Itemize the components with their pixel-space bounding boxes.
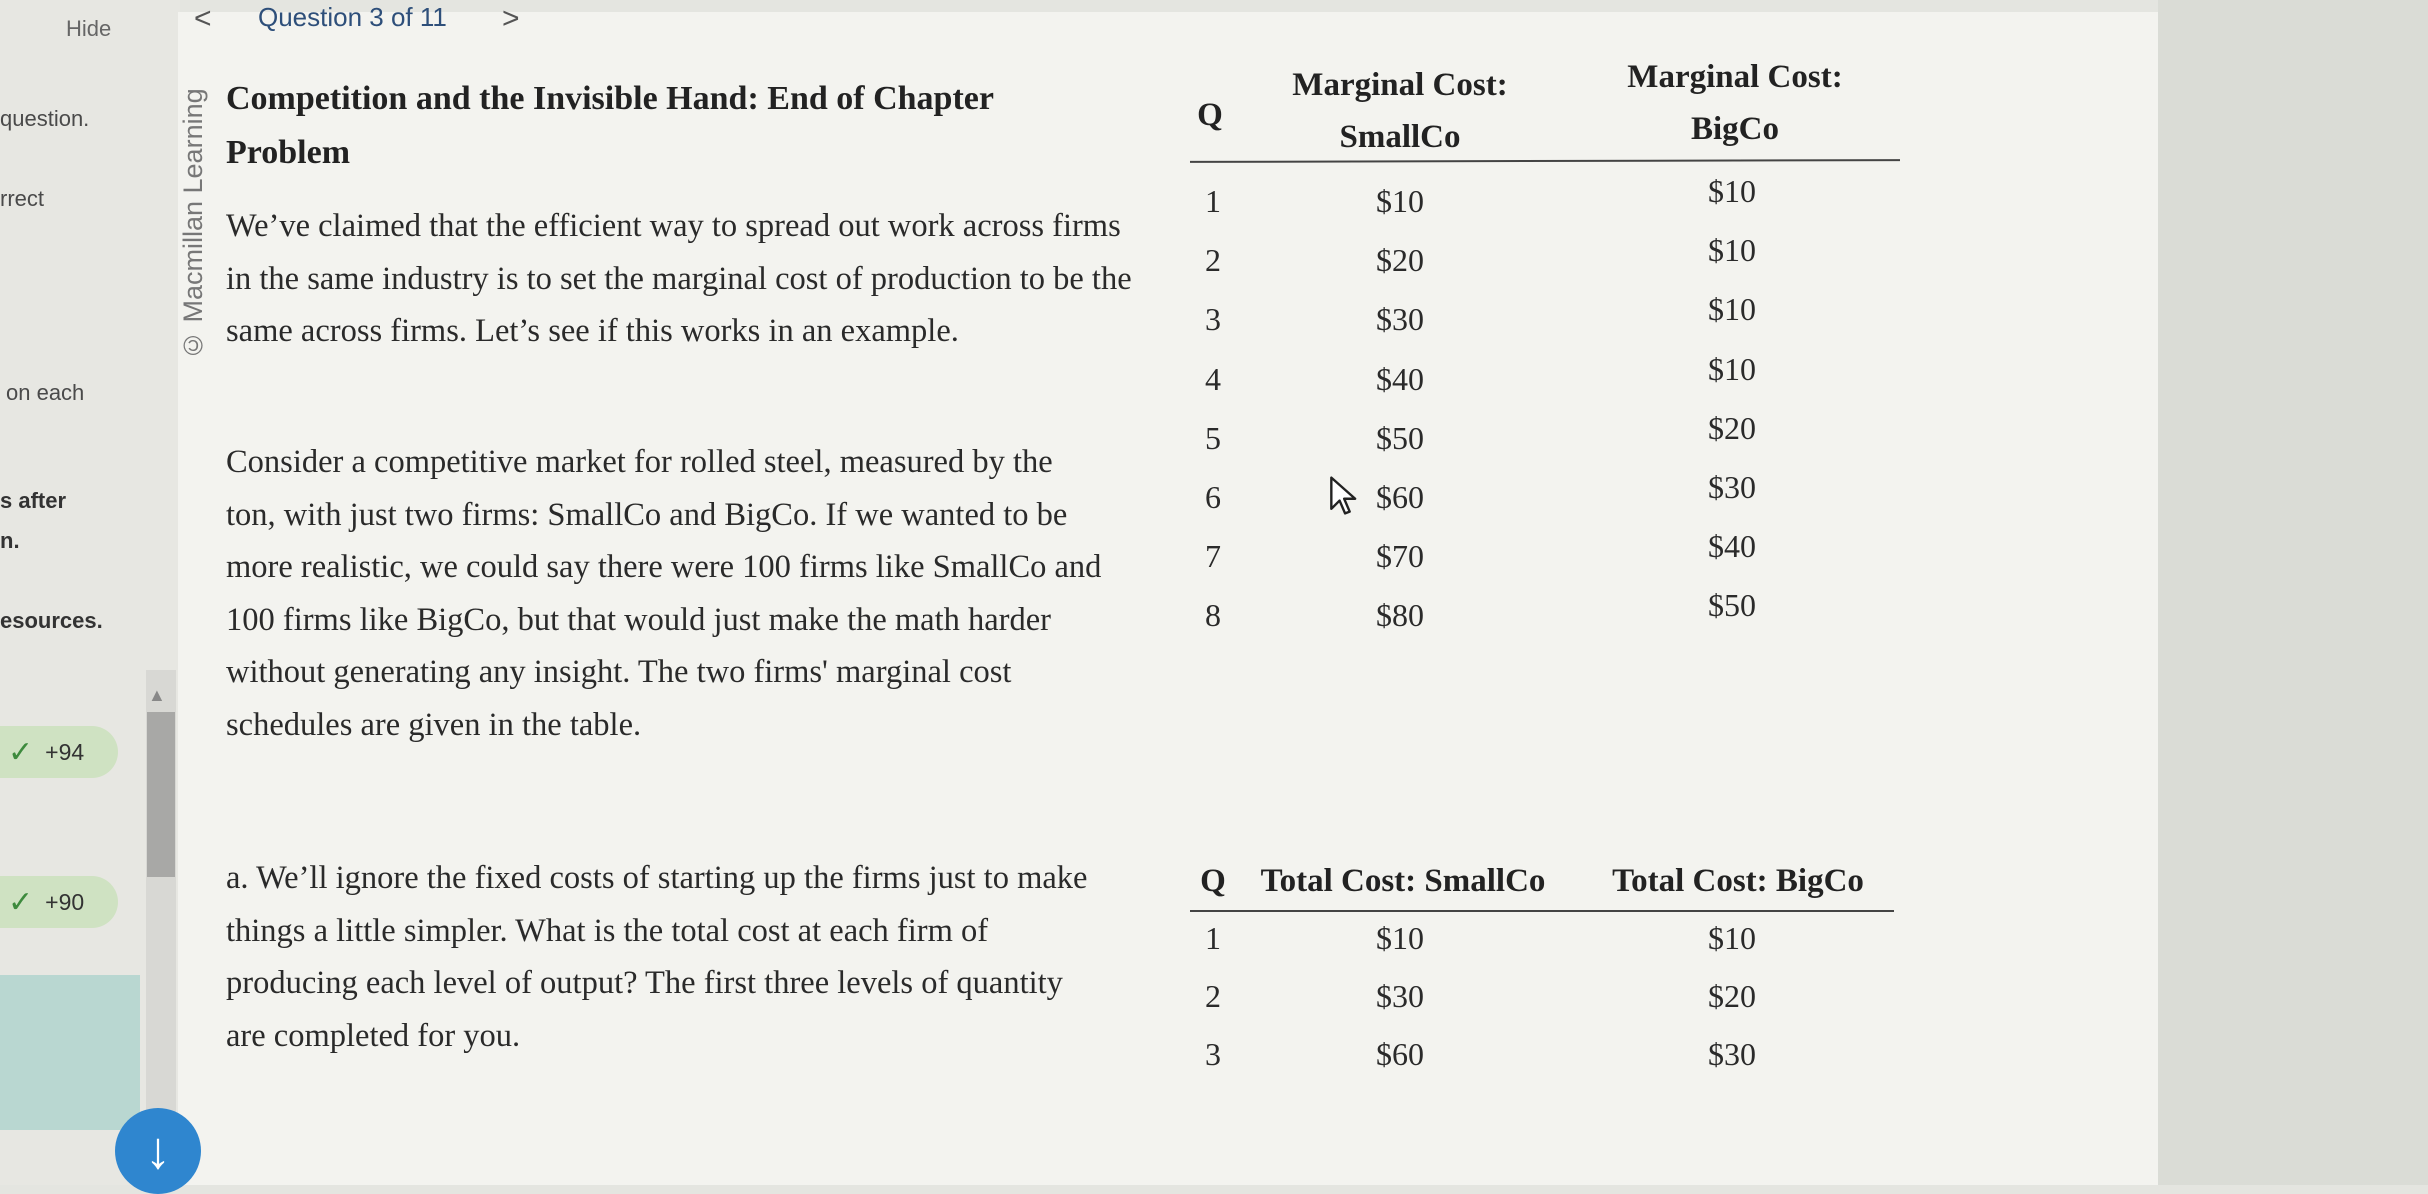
mc-cell-small: $20	[1376, 242, 1424, 279]
mc-cell-small: $30	[1376, 301, 1424, 338]
mc-cell-small: $40	[1376, 360, 1424, 397]
sidebar-text-n: n.	[0, 528, 20, 553]
chevron-right-icon[interactable]: >	[502, 2, 520, 35]
mc-header-smallco-line2: SmallCo	[1339, 119, 1461, 155]
scrollbar-thumb[interactable]	[147, 712, 175, 877]
score-badge-90[interactable]	[0, 876, 118, 928]
mc-cell-small: $80	[1376, 597, 1424, 634]
mc-header-q: Q	[1197, 97, 1223, 133]
score-value: +94	[45, 738, 85, 765]
mc-cell-small: $70	[1376, 538, 1424, 575]
mc-cell-q: 8	[1205, 597, 1221, 634]
mc-cell-small: $10	[1376, 183, 1424, 219]
tc-cell-q: 2	[1205, 978, 1221, 1014]
tc-cell-small: $10	[1376, 920, 1424, 956]
mc-header-bigco-line1: Marginal Cost:	[1627, 59, 1843, 95]
mc-cell-big: $10	[1708, 291, 1756, 328]
score-value: +90	[45, 888, 85, 915]
sidebar-text-after: s after	[0, 488, 67, 513]
tc-cell-q: 1	[1205, 920, 1221, 956]
mc-cell-big: $30	[1708, 469, 1756, 505]
mc-cell-big: $20	[1708, 409, 1756, 446]
copyright-watermark: © Macmillan Learning	[178, 88, 208, 360]
mc-cell-big: $10	[1708, 173, 1756, 209]
tc-cell-big: $10	[1708, 920, 1756, 956]
chevron-left-icon[interactable]: <	[194, 2, 212, 35]
mc-cell-q: 1	[1205, 183, 1221, 219]
hide-button[interactable]: Hide	[66, 16, 112, 41]
tc-cell-big: $20	[1708, 978, 1756, 1014]
mc-cell-small: $50	[1376, 419, 1424, 456]
problem-paragraph-2: Consider a competitive market for rolled steel, measured by the ton, with just two firms: SmallCo and BigCo. If we wanted to be more realistic, we could say there were 100 firms like SmallCo and 100 firms like BigCo, but that would just make the math harder without generating any insight. The two firms' marginal cost schedules are given in the table.	[226, 444, 1102, 743]
tc-cell-small: $30	[1376, 978, 1424, 1014]
sidebar-selected-block[interactable]	[0, 975, 140, 1130]
mc-cell-q: 7	[1205, 538, 1221, 575]
sidebar-text-correct: rrect	[0, 186, 44, 211]
arrow-down-icon[interactable]: ↓	[115, 1108, 201, 1194]
scroll-up-icon[interactable]: ▲	[148, 685, 166, 705]
mc-cell-q: 2	[1205, 242, 1221, 279]
mc-cell-q: 6	[1205, 479, 1221, 515]
mc-cell-big: $10	[1708, 350, 1756, 387]
mc-cell-q: 5	[1205, 419, 1221, 456]
tc-header-smallco: Total Cost: SmallCo	[1260, 863, 1546, 899]
sidebar-text-resources[interactable]: esources.	[0, 608, 103, 633]
background-right	[2158, 0, 2428, 1185]
sidebar-text-on-each: on each	[6, 380, 85, 405]
mc-header-bigco-line2: BigCo	[1690, 111, 1779, 147]
mc-cell-big: $10	[1708, 232, 1756, 269]
checkmark-icon: ✓	[8, 735, 34, 769]
tc-cell-q: 3	[1205, 1036, 1221, 1072]
part-a-question: a. We’ll ignore the fixed costs of starting up the firms just to make things a little simpler. What is the total cost at each firm of producing each level of output? The first three levels of quantity are completed for you.	[226, 860, 1088, 1054]
tc-header-q: Q	[1200, 863, 1226, 899]
score-badge-94[interactable]	[0, 726, 118, 778]
problem-paragraph-1: We’ve claimed that the efficient way to spread out work across firms in the same industry is to set the marginal cost of production to be the same across firms. Let’s see if this works in an example.	[226, 208, 1132, 349]
mouse-pointer-icon	[1326, 474, 1366, 518]
tc-header-bigco: Total Cost: BigCo	[1612, 863, 1864, 899]
tc-header-rule	[1190, 910, 1894, 912]
sidebar-text-question: question.	[0, 106, 90, 131]
tc-cell-big: $30	[1708, 1036, 1756, 1072]
mc-cell-big: $50	[1708, 587, 1756, 624]
tc-cell-small: $60	[1376, 1036, 1424, 1072]
checkmark-icon: ✓	[8, 885, 34, 919]
mc-cell-q: 3	[1205, 301, 1221, 338]
mc-header-smallco-line1: Marginal Cost:	[1292, 67, 1508, 103]
question-counter: Question 3 of 11	[258, 2, 447, 32]
mc-cell-big: $40	[1708, 528, 1756, 565]
problem-title: Competition and the Invisible Hand: End of Chapter Problem	[226, 80, 994, 171]
mc-cell-small: $60	[1376, 479, 1424, 515]
mc-cell-q: 4	[1205, 360, 1221, 397]
